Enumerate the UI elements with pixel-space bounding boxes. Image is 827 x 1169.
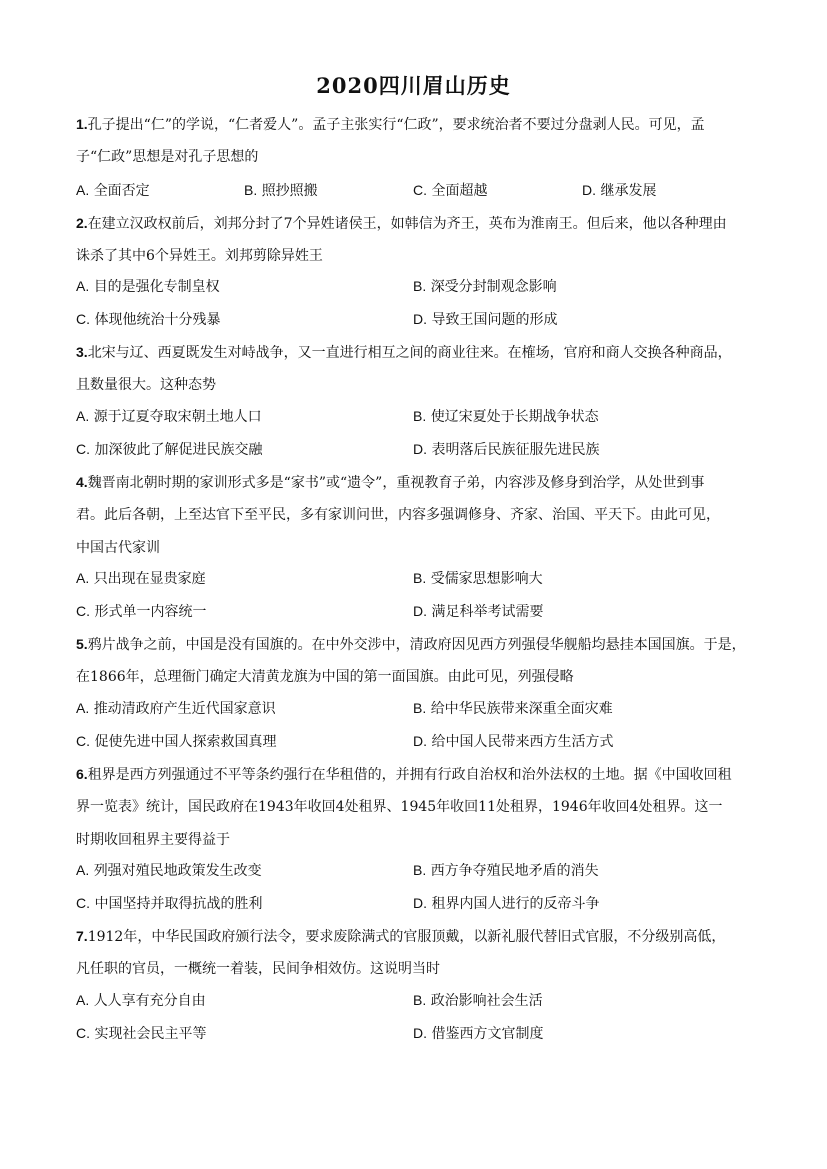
stem-line: 在建立汉政权前后，刘邦分封了7个异姓诸侯王，如韩信为齐王，英布为淮南王。但后来，他以各种理由 <box>87 216 727 232</box>
option-d: D. 表明落后民族征服先进民族 <box>413 441 600 458</box>
option-b: B. 给中华民族带来深重全面灾难 <box>413 700 613 717</box>
stem-line: 界一览表》统计，国民政府在1943年收回4处租界、1945年收回11处租界，1946年收回4处租界。这一 <box>76 799 723 815</box>
option-c: C. 中国坚持并取得抗战的胜利 <box>76 895 263 912</box>
question-2-stem <box>76 207 756 273</box>
question-number: 1. <box>76 116 88 132</box>
option-d: D. 借鉴西方文官制度 <box>413 1025 544 1042</box>
option-c: C. 全面超越 <box>413 182 488 199</box>
stem-line: 租界是西方列强通过不平等条约强行在华租借的，并拥有行政自治权和治外法权的土地。据《中国收回租 <box>87 767 732 783</box>
option-a: A. 只出现在显贵家庭 <box>76 570 206 587</box>
stem-line: 北宋与辽、西夏既发生对峙战争，又一直进行相互之间的商业往来。在榷场，官府和商人交换各种商品， <box>87 345 732 361</box>
option-a: A. 列强对殖民地政策发生改变 <box>76 862 262 879</box>
question-1-stem <box>76 108 756 174</box>
option-d: D. 满足科举考试需要 <box>413 603 544 620</box>
stem-line: 且数量很大。这种态势 <box>76 377 216 393</box>
question-6-stem <box>76 758 756 857</box>
option-a: A. 源于辽夏夺取宋朝土地人口 <box>76 408 262 425</box>
question-7-options <box>76 984 756 1050</box>
question-3-options <box>76 400 756 466</box>
stem-line: 君。此后各朝，上至达官下至平民，多有家训问世，内容多强调修身、齐家、治国、平天下。由此可见， <box>76 507 720 523</box>
question-number: 4. <box>76 474 88 490</box>
stem-line: 时期收回租界主要得益于 <box>76 832 230 848</box>
option-c: C. 实现社会民主平等 <box>76 1025 207 1042</box>
option-b: B. 政治影响社会生活 <box>413 992 543 1009</box>
page-title: 2020四川眉山历史 <box>316 73 511 98</box>
question-number: 6. <box>76 766 88 782</box>
question-number: 2. <box>76 215 88 231</box>
question-5-options <box>76 692 756 758</box>
question-4-options <box>76 562 756 628</box>
option-d: D. 租界内国人进行的反帝斗争 <box>413 895 600 912</box>
stem-line: 子“仁政”思想是对孔子思想的 <box>76 149 259 165</box>
option-d: D. 继承发展 <box>582 182 657 199</box>
option-c: C. 促使先进中国人探索救国真理 <box>76 733 277 750</box>
stem-line: 诛杀了其中6个异姓王。刘邦剪除异姓王 <box>76 248 323 264</box>
stem-line: 凡任职的官员，一概统一着装，民间争相效仿。这说明当时 <box>76 961 440 977</box>
option-b: B. 使辽宋夏处于长期战争状态 <box>413 408 599 425</box>
question-1-options <box>76 174 756 207</box>
option-c: C. 形式单一内容统一 <box>76 603 207 620</box>
stem-line: 鸦片战争之前，中国是没有国旗的。在中外交涉中，清政府因见西方列强侵华舰船均悬挂本国国旗。于是， <box>87 637 746 653</box>
stem-line: 1912年，中华民国政府颁行法令，要求废除满式的官服顶戴，以新礼服代替旧式官服，不分级别高低， <box>87 929 726 945</box>
option-c: C. 加深彼此了解促进民族交融 <box>76 441 263 458</box>
question-4-stem <box>76 466 756 565</box>
question-6-options <box>76 854 756 920</box>
option-d: D. 导致王国问题的形成 <box>413 311 558 328</box>
option-d: D. 给中国人民带来西方生活方式 <box>413 733 614 750</box>
stem-line: 孔子提出“仁”的学说，“仁者爱人”。孟子主张实行“仁政”，要求统治者不要过分盘剥人民。可见，孟 <box>87 117 705 133</box>
stem-line: 中国古代家训 <box>76 540 160 556</box>
stem-line: 在1866年，总理衙门确定大清黄龙旗为中国的第一面国旗。由此可见，列强侵略 <box>76 669 574 685</box>
question-2-options <box>76 270 756 336</box>
question-3-stem <box>76 336 756 402</box>
option-a: A. 推动清政府产生近代国家意识 <box>76 700 276 717</box>
option-a: A. 目的是强化专制皇权 <box>76 278 220 295</box>
option-c: C. 体现他统治十分残暴 <box>76 311 221 328</box>
question-number: 3. <box>76 344 88 360</box>
option-b: B. 受儒家思想影响大 <box>413 570 543 587</box>
stem-line: 魏晋南北朝时期的家训形式多是“家书”或“遗令”，重视教育子弟，内容涉及修身到治学，从处世到事 <box>87 475 705 491</box>
question-5-stem <box>76 628 756 694</box>
question-7-stem <box>76 920 756 986</box>
option-a: A. 全面否定 <box>76 182 150 199</box>
question-number: 5. <box>76 636 88 652</box>
question-number: 7. <box>76 928 88 944</box>
option-a: A. 人人享有充分自由 <box>76 992 206 1009</box>
option-b: B. 西方争夺殖民地矛盾的消失 <box>413 862 599 879</box>
option-b: B. 深受分封制观念影响 <box>413 278 557 295</box>
option-b: B. 照抄照搬 <box>244 182 318 199</box>
